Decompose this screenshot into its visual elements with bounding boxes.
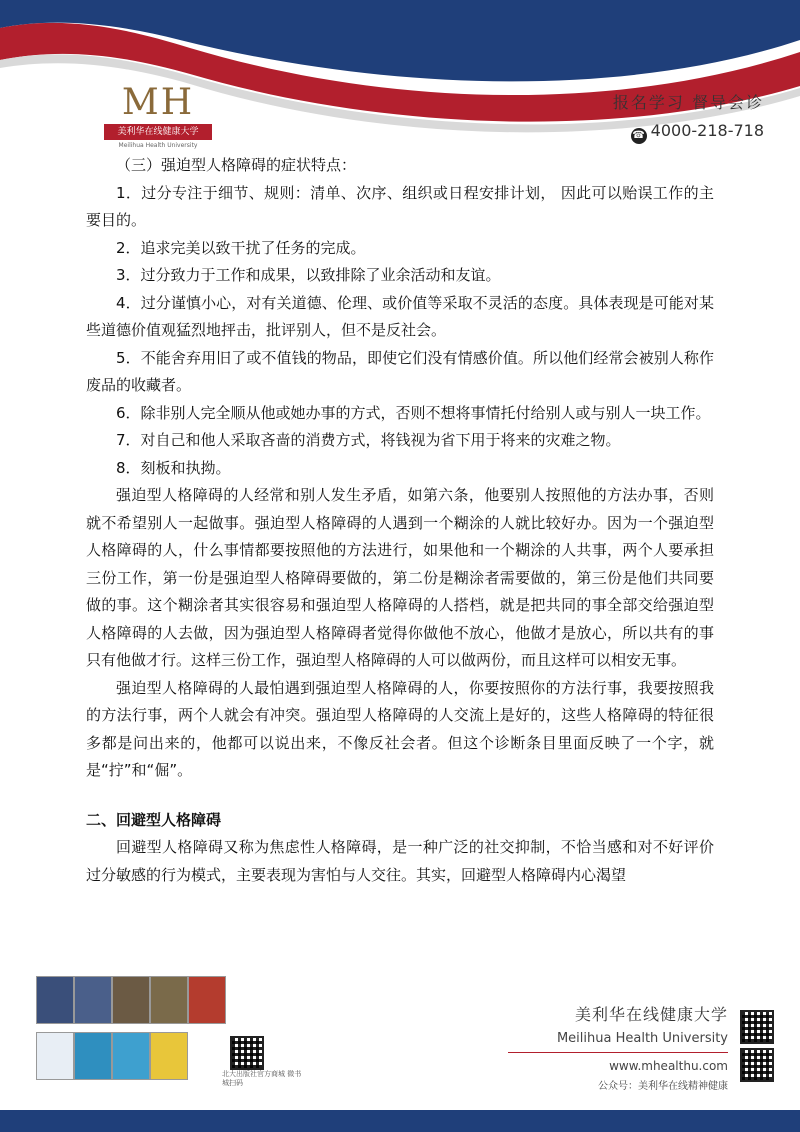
footer-band: [0, 1110, 800, 1132]
page-footer: [0, 968, 800, 1132]
university-name-cn: 美利华在线健康大学: [574, 1005, 728, 1024]
university-info: [508, 1002, 728, 1092]
wechat-account: 公众号：美利华在线精神健康: [598, 1081, 728, 1092]
book-cover: [74, 1032, 112, 1080]
logo: [98, 80, 218, 155]
body-paragraph: 强迫型人格障碍的人经常和别人发生矛盾，如第六条，他要别人按照他的方法办事，否则就不希望别人一起做事。强迫型人格障碍的人遇到一个糊涂的人就比较好办。因为一个强迫型人格障碍的人，什么事情都要按照他的方法进行，如果他和一个糊涂的人共事，两个人要承担三份工作，第一份是强迫型人格障碍要做的，第二份是糊涂者需要做的，第三份是他们共同要做的事。这个糊涂者其实很容易和强迫型人格障碍的人搭档，就是把共同的事全部交给强迫型人格障碍的人去做，因为强迫型人格障碍者觉得你做他不放心，他做才是放心，所以共有的事只有他做才行。这样三份工作，强迫型人格障碍的人可以做两份，而且这样可以相安无事。: [86, 486, 714, 669]
divider: [508, 1052, 728, 1053]
document-body: [86, 152, 714, 889]
list-item: 4．过分谨慎小心，对有关道德、伦理、或价值等采取不灵活的态度。具体表现是可能对某些道德价值观猛烈地抨击，批评别人，但不是反社会。: [86, 293, 714, 339]
logo-ribbon: 美利华在线健康大学: [104, 124, 212, 140]
phone-icon: ☎: [631, 128, 647, 144]
page-header: [0, 0, 800, 165]
qr-code: [230, 1036, 264, 1070]
book-cover: [150, 1032, 188, 1080]
book-cover: [150, 976, 188, 1024]
list-item: 5．不能舍弃用旧了或不值钱的物品，即使它们没有情感价值。所以他们经常会被别人称作废品的收藏者。: [86, 348, 714, 394]
qr-code: [740, 1048, 774, 1082]
website-link[interactable]: www.mhealthu.com: [609, 1059, 728, 1073]
qr-code: [740, 1010, 774, 1044]
body-paragraph: 强迫型人格障碍的人最怕遇到强迫型人格障碍的人，你要按照你的方法行事，我要按照我的方法行事，两个人就会有冲突。强迫型人格障碍的人交流上是好的，这些人格障碍的特征很多都是问出来的，他都可以说出来，不像反社会者。但这个诊断条目里面反映了一个字，就是“拧”和“倔”。: [86, 678, 714, 779]
university-name-en: Meilihua Health University: [556, 1031, 728, 1046]
list-item: 1．过分专注于细节、规则：清单、次序、组织或日程安排计划， 因此可以贻误工作的主要目的。: [86, 183, 714, 229]
book-cover: [36, 1032, 74, 1080]
logo-subtitle: Meilihua Health University: [118, 142, 198, 149]
phone-number: 4000-218-718: [650, 121, 764, 140]
book-cover: [36, 976, 74, 1024]
book-cover: [74, 976, 112, 1024]
qr-caption: 北大出版社官方商城 微书城扫码: [222, 1070, 302, 1087]
body-paragraph: 回避型人格障碍又称为焦虑性人格障碍，是一种广泛的社交抑制，不恰当感和对不好评价过分敏感的行为模式，主要表现为害怕与人交往。其实，回避型人格障碍内心渴望: [86, 838, 714, 884]
book-covers: [36, 976, 456, 1086]
section-title: 二、回避型人格障碍: [86, 810, 222, 829]
header-slogan: 报名学习 督导会诊: [612, 93, 764, 112]
book-cover: [112, 976, 150, 1024]
subsection-heading: （三）强迫型人格障碍的症状特点：: [116, 156, 357, 174]
list-item: 3．过分致力于工作和成果，以致排除了业余活动和友谊。: [116, 266, 501, 284]
list-item: 6．除非别人完全顺从他或她办事的方式，否则不想将事情托付给别人或与别人一块工作。: [116, 403, 711, 422]
header-phone: [613, 121, 764, 144]
book-cover: [112, 1032, 150, 1080]
logo-mh: MH: [121, 82, 195, 123]
list-item: 2．追求完美以致干扰了任务的完成。: [116, 238, 366, 257]
book-cover: [188, 976, 226, 1024]
list-item: 8．刻板和执拗。: [116, 458, 231, 477]
list-item: 7．对自己和他人采取吝啬的消费方式，将钱视为省下用于将来的灾难之物。: [116, 431, 621, 449]
header-contact: [613, 90, 764, 144]
